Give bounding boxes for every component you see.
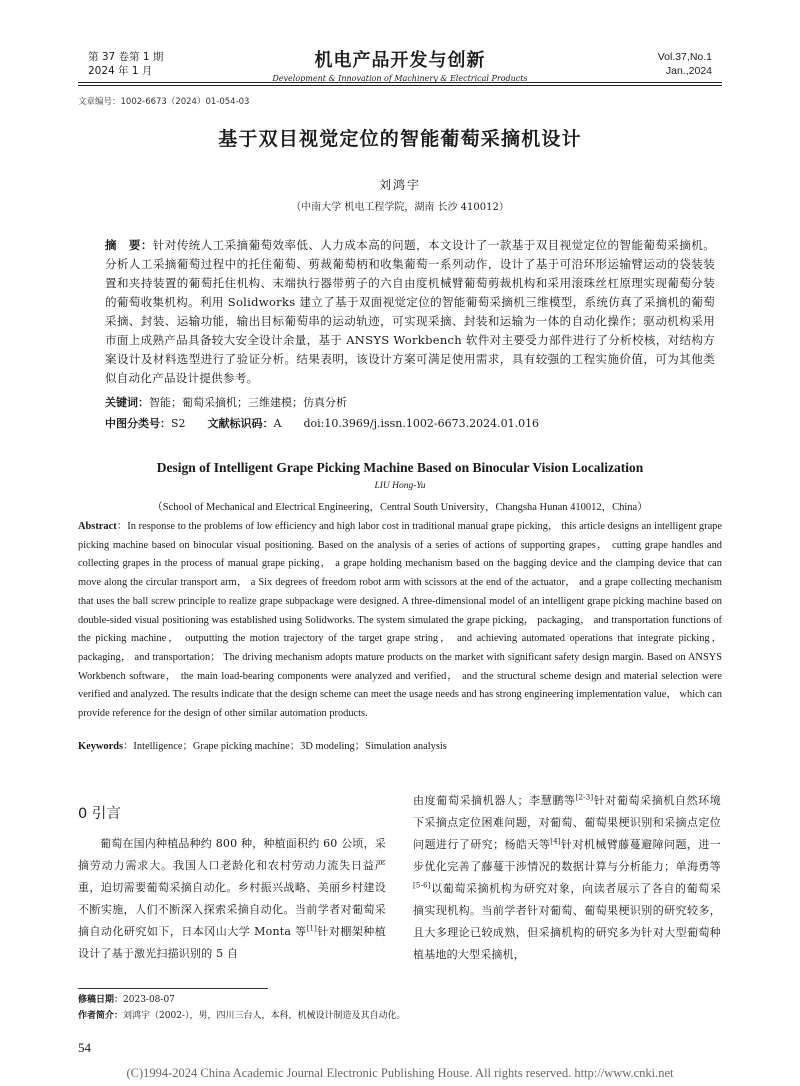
copyright-footer: (C)1994-2024 China Academic Journal Electronic Publishing House. All rights reserved. http://www.cnki.net [126,1066,674,1080]
doc-code-label: 文献标识码： [207,417,274,430]
citation-ref: [1] [306,924,318,933]
keywords-en [78,739,722,755]
received-date: 2023-08-07 [123,995,175,1005]
date-en: Jan.,2024 [665,65,712,77]
received-label: 修稿日期： [78,995,124,1005]
body-column-left [78,833,386,965]
affiliation-cn: （中南大学 机电工程学院，湖南 长沙 410012） [291,202,509,213]
volume-en: Vol.37,No.1 [657,51,712,63]
section-heading-introduction: 0 引言 [78,806,121,822]
abstract-cn-label: 摘 要： [105,238,153,252]
author-bio-text: 刘鸿宇（2002-），男，四川三台人，本科，机械设计制造及其自动化。 [123,1011,406,1021]
body-left-text-b: 针对棚架种植设计了基于激光扫描识别的 5 自 [78,925,386,960]
body-column-right [413,790,721,966]
header-volume-en [658,50,712,78]
footnote-received [78,992,175,1005]
paper-title-cn: 基于双目视觉定位的智能葡萄采摘机设计 [218,128,582,150]
citation-ref: [4] [550,837,561,846]
keywords-en-text: ：Intelligence；Grape picking machine；3D modeling；Simulation analysis [123,741,447,752]
author-cn: 刘鸿宇 [378,178,421,192]
body-right-text-b: 针对葡萄采摘机自然环境下采摘点定位困难问题，对葡萄、葡萄果梗识别和采摘点定位问题进行了研究；杨皓天等 [413,794,721,851]
body-right-text-d: 以葡萄采摘机构为研究对象，向读者展示了各自的葡萄采摘实现机构。当前学者针对葡萄、葡萄果梗识别的研究较多，且大多理论已较成熟，但采摘机构的研究多为针对大型葡萄种植基地的大型采摘机， [413,882,721,961]
date-cn: 2024 年 1 月 [88,65,153,77]
header-rule-thick [78,82,722,83]
abstract-cn-text: 针对传统人工采摘葡萄效率低、人力成本高的问题，本文设计了一款基于双目视觉定位的智能葡萄采摘机。分析人工采摘葡萄过程中的托住葡萄、剪裁葡萄柄和收集葡萄一系列动作，设计了基于可沿环形运输臂运动的袋装装置和夹持装置的葡萄托住机构、末端执行器带剪子的六自由度机械臂葡萄剪裁机构和采用滚珠丝杠原理实现葡萄分装的葡萄收集机构。利用 Solidworks 建立了基于双面视觉定位的智能葡萄采摘机三维模型，系统仿真了采摘机的葡萄采摘、封装、运输功能，输出目标葡萄串的运动轨迹，可实现采摘、封装和运输为一体的自动化操作；驱动机构采用市面上成熟产品具备较大安全设计余量，基于 ANSYS Workbench 软件对主要受力部件进行了分析校核，对结构方案设计及材料选型进行了验证分析。结果表明，该设计方案可满足使用需求，具有较强的工程实施价值，可为其他类似自动化产品设计提供参考。 [105,238,715,385]
page-number: 54 [78,1040,91,1055]
body-left-text-a: 葡萄在国内种植品种约 800 种，种植面积约 60 公顷，采摘劳动力需求大。我国人口老龄化和农村劳动力流失日益严重，迫切需要葡萄采摘自动化。乡村振兴战略、美丽乡村建设不断实施，人们不断深入探索采摘自动化。当前学者对葡萄采摘自动化研究如下，日本冈山大学 Monta 等 [78,837,386,938]
affiliation-en: （School of Mechanical and Electrical Engineering，Central South University，Changsha Hunan 410012，China） [152,502,648,513]
doc-code-value: A [273,417,282,430]
classification-line [105,416,715,432]
article-number: 文章编号：1002-6673（2024）01-054-03 [78,97,250,107]
body-right-text-a: 由度葡萄采摘机器人；李慧鹏等 [413,794,576,807]
keywords-en-label: Keywords [78,741,124,752]
body-right-text-c: 针对机械臂藤蔓避障问题，进一步优化完善了藤蔓干涉情况的数据计算与分析能力；单海勇等 [413,838,721,873]
journal-name-en: Development & Innovation of Machinery & Electrical Products [272,74,528,83]
keywords-cn-label: 关键词： [105,396,149,409]
citation-ref: [2-3] [575,793,594,802]
keywords-cn [105,395,715,411]
footnote-rule [78,988,268,989]
author-en: LIU Hong-Yu [374,481,426,491]
author-bio-label: 作者简介： [78,1011,124,1021]
citation-ref: [5-6] [413,881,431,890]
abstract-cn [105,236,715,388]
clc-label: 中图分类号： [105,417,171,430]
footnote-author-bio [78,1008,405,1021]
abstract-en [78,518,722,724]
journal-name-cn: 机电产品开发与创新 [314,50,486,71]
header-rule-thin [78,85,722,86]
clc-value: S2 [171,417,186,430]
abstract-en-text: ：In response to the problems of low efficiency and high labor cost in traditional manual grape picking， this article designs an intelligent grape picking machine based on binocular visual positioning. Based on the analysis of a series of actions of supporting grapes， cutting grape handles and collecting grapes in the process of manual grape picking， a grape holding mechanism based on the bagging device and the clamping device that can move along the circular transport arm， a Six degrees of freedom robot arm with scissors at the end of the actuator， and a grape collecting mechanism that uses the ball screw principle to realize grape subpackage were designed. A three-dimensional model of an intelligent grape picking machine based on double-sided visual positioning was established using Solidworks. The system simulated the grape picking， packaging， and transportation functions of the picking machine， outputting the motion trajectory of the target grape string， and achieving automated operations that integrate picking， packaging， and transportation； The driving mechanism adopts mature products on the market with significant safety design margin. Based on ANSYS Workbench software， the main load-bearing components were analyzed and verified， and the structural scheme design and material selection were verified and analyzed. The results indicate that the design scheme can meet the usage needs and has strong engineering implementation value， which can provide reference for the design of other similar automation products. [78,521,722,720]
abstract-en-label: Abstract [78,521,117,532]
doi: doi:10.3969/j.issn.1002-6673.2024.01.016 [303,417,540,430]
keywords-cn-text: 智能；葡萄采摘机；三维建模；仿真分析 [149,396,347,409]
paper-title-en: Design of Intelligent Grape Picking Machine Based on Binocular Vision Localization [156,460,644,475]
volume-cn: 第 37 卷第 1 期 [88,51,164,63]
